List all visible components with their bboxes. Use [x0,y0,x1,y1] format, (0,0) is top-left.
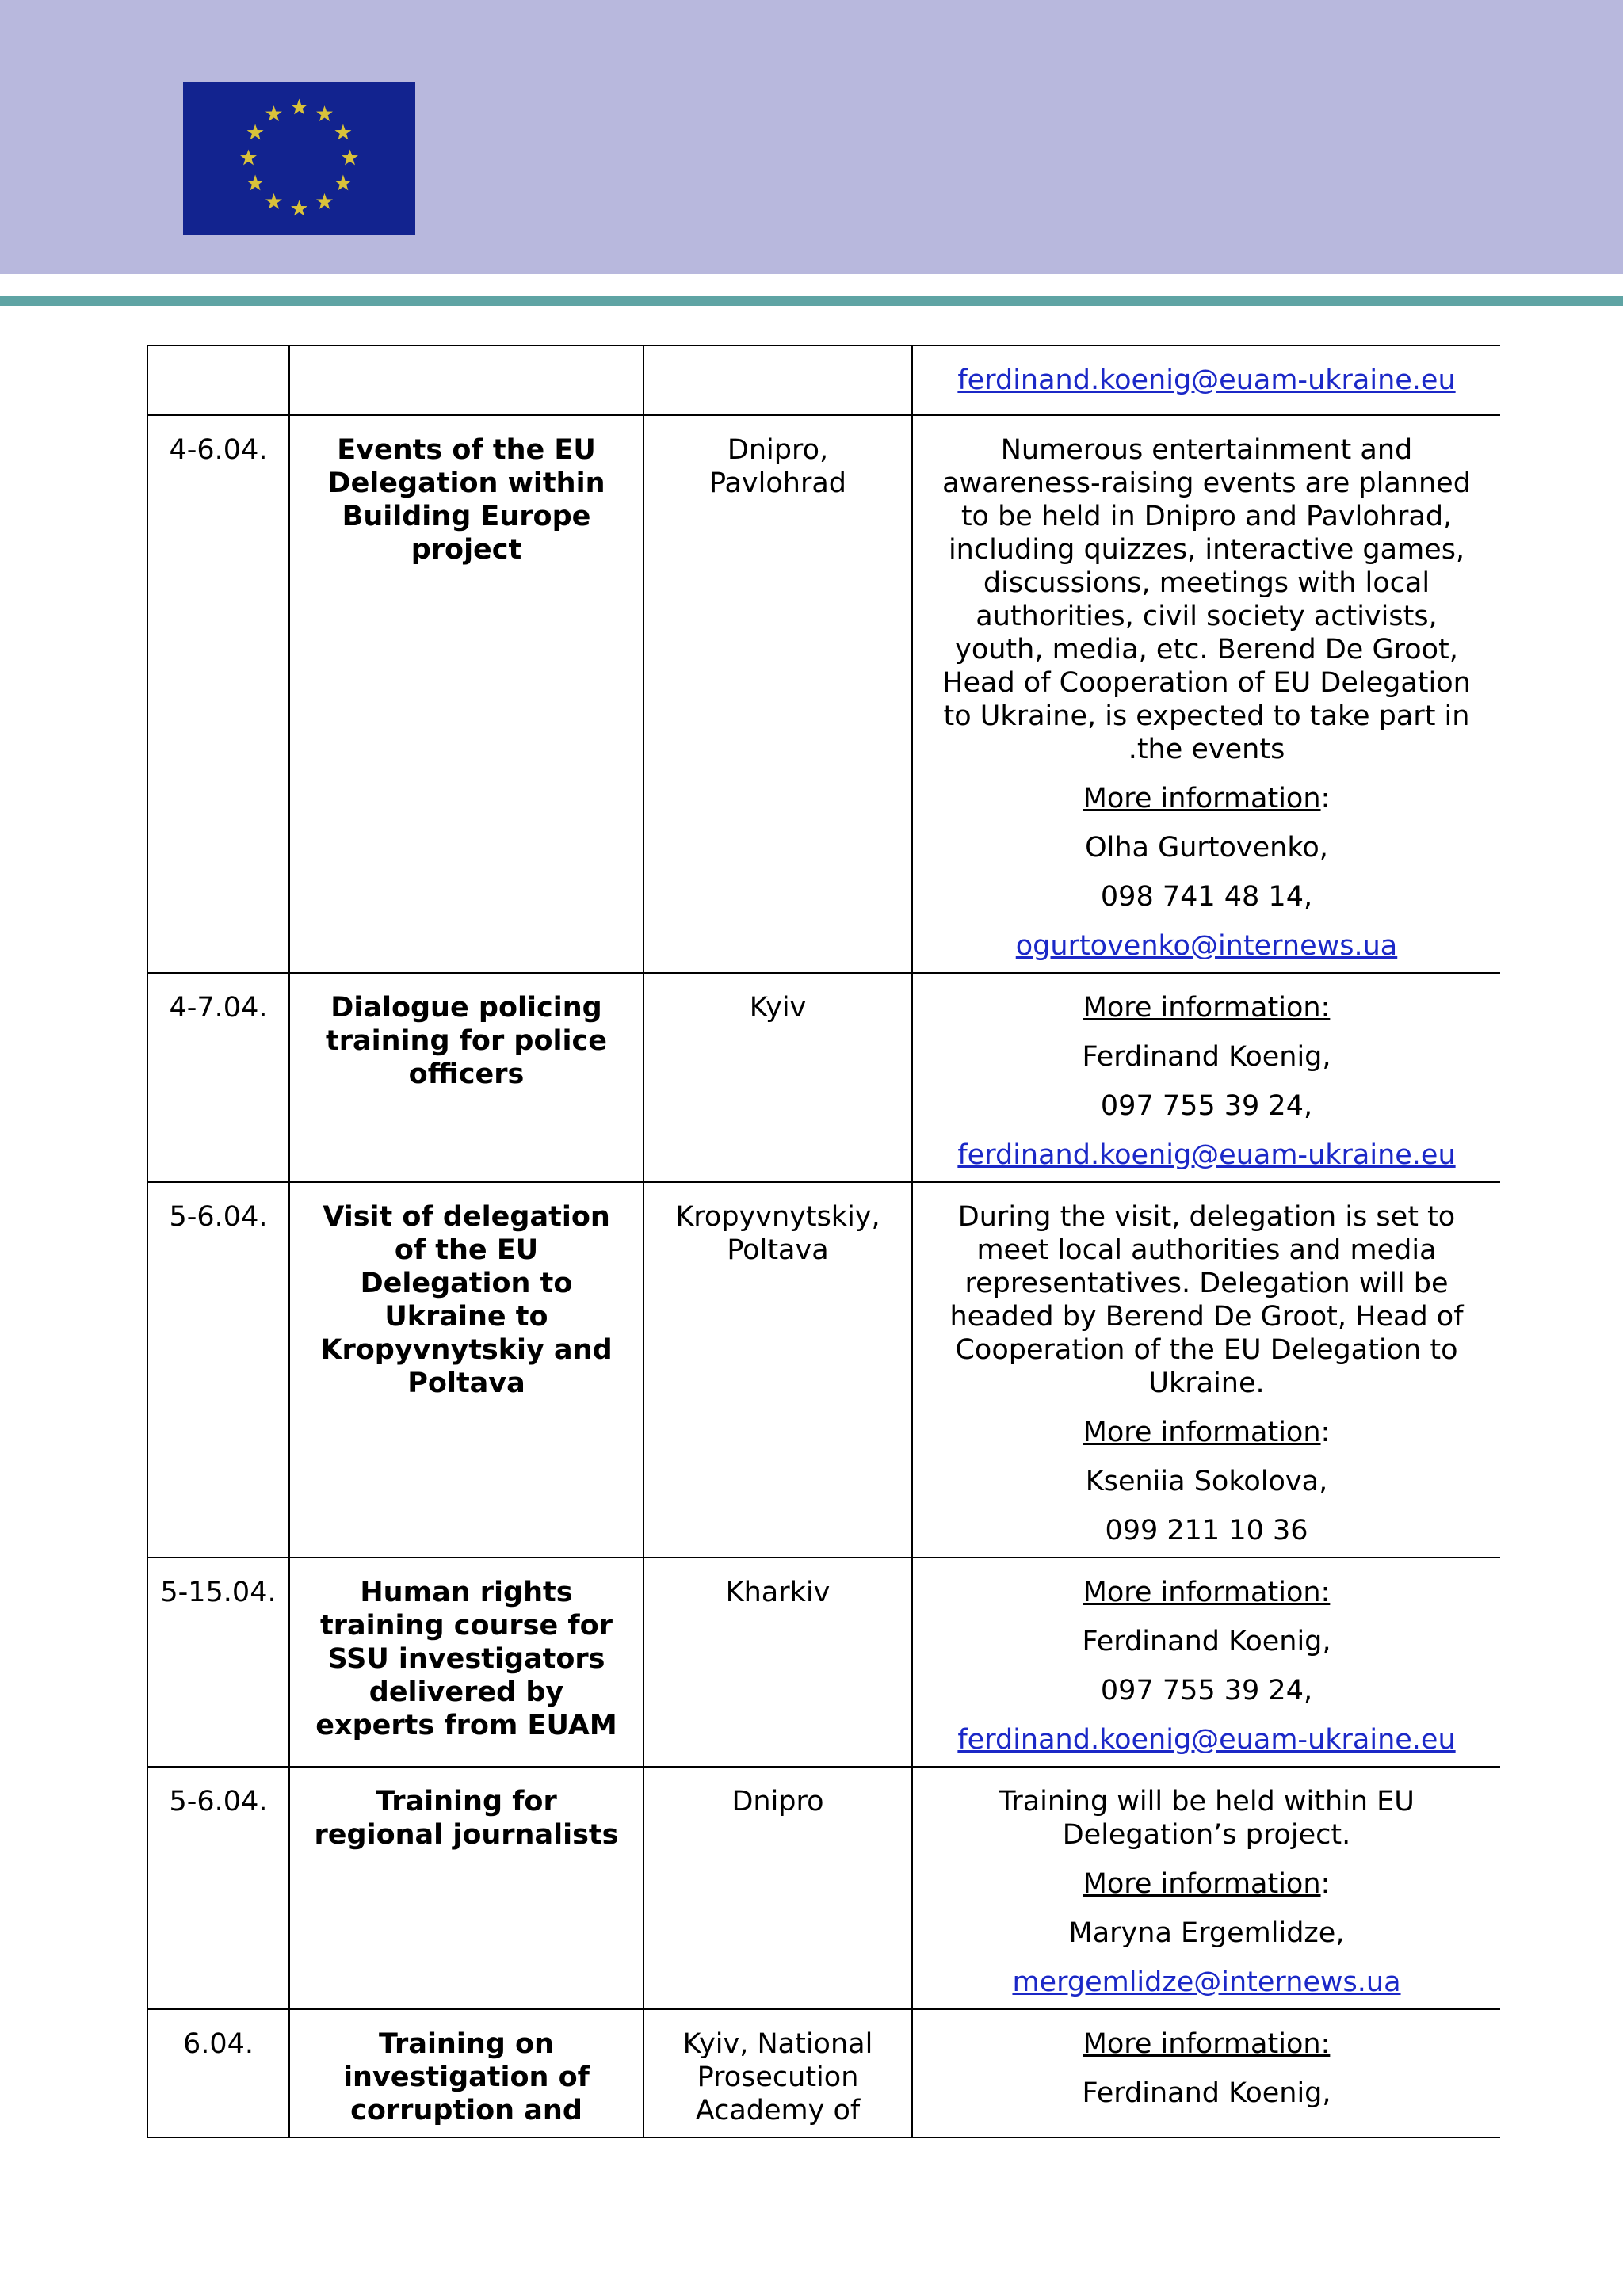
table-row [147,415,1500,973]
event-details [912,1182,1500,1558]
event-date: 4-6.04. [147,415,289,973]
eu-star-icon [334,124,351,140]
contact-email-link[interactable]: ferdinand.koenig@euam-ukraine.eu [957,364,1456,396]
event-place: Kharkiv [643,1558,912,1767]
contact-email-line [934,1966,1480,1999]
eu-star-icon [291,200,307,216]
eu-star-icon [265,193,282,209]
contact-email-link[interactable]: ferdinand.koenig@euam-ukraine.eu [957,1139,1456,1171]
events-table-body [147,345,1500,2138]
contact-name: Ferdinand Koenig, [1082,1626,1331,1657]
contact-email-link[interactable]: ferdinand.koenig@euam-ukraine.eu [957,1724,1456,1756]
event-details [912,1558,1500,1767]
more-information-suffix: : [1320,783,1331,814]
event-title: Training on investigation of corruption and [289,2009,643,2138]
contact-email-line [934,929,1480,963]
event-details [912,345,1500,415]
event-date: 4-7.04. [147,973,289,1182]
more-information-label [934,1416,1480,1449]
more-information-text: More information: [1083,2028,1331,2060]
event-date [147,345,289,415]
contact-name: Kseniia Sokolova, [1085,1466,1328,1497]
event-place: Kyiv [643,973,912,1182]
contact-email-line [934,1138,1480,1172]
event-title: Human rights training course for SSU investigators delivered by experts from EUAM [289,1558,643,1767]
table-row [147,1767,1500,2009]
contact-email-line [934,1723,1480,1756]
more-information-label [934,2027,1480,2061]
event-title: Visit of delegation of the EU Delegation to Ukraine to Kropyvnytskiy and Poltava [289,1182,643,1558]
event-date: 5-6.04. [147,1767,289,2009]
eu-star-icon [247,124,264,140]
eu-star-icon [291,99,307,115]
eu-star-icon [316,105,333,121]
eu-star-icon [247,175,264,191]
event-date: 6.04. [147,2009,289,2138]
table-row [147,973,1500,1182]
more-information-text: More information: [1083,992,1331,1024]
contact-email-line [934,364,1480,397]
contact-email-link[interactable]: mergemlidze@internews.ua [1012,1966,1401,1998]
more-information-label [934,1576,1480,1609]
more-information-label [934,991,1480,1024]
event-details [912,1767,1500,2009]
header-divider [0,296,1623,306]
table-row [147,345,1500,415]
event-date: 5-6.04. [147,1182,289,1558]
contact-phone: 097 755 39 24, [1100,1675,1313,1707]
events-table [147,345,1500,2138]
event-place [643,345,912,415]
contact-email-link[interactable]: ogurtovenko@internews.ua [1015,930,1398,962]
event-description: During the visit, delegation is set to meet local authorities and media representatives. Delegation will be headed by Berend De Groot, Head of Cooperation of the EU Delegation to Ukraine. [949,1201,1464,1399]
event-place: Kropyvnytskiy, Poltava [643,1182,912,1558]
more-information-label [934,782,1480,815]
event-place: Dnipro, Pavlohrad [643,415,912,973]
event-details [912,415,1500,973]
more-information-text: More information [1083,1868,1321,1900]
eu-star-icon [342,150,358,166]
event-details [912,2009,1500,2138]
event-date: 5-15.04. [147,1558,289,1767]
more-information-text: More information: [1083,1577,1331,1608]
contact-name: Ferdinand Koenig, [1082,1041,1331,1073]
contact-name: Olha Gurtovenko, [1085,832,1328,864]
eu-flag-stars [183,82,415,235]
more-information-label [934,1867,1480,1901]
table-row [147,2009,1500,2138]
event-details [912,973,1500,1182]
contact-phone: 098 741 48 14, [1100,881,1313,913]
more-information-text: More information [1083,1417,1321,1448]
more-information-text: More information [1083,783,1321,814]
contact-phone: 097 755 39 24, [1100,1090,1313,1122]
table-row [147,1558,1500,1767]
event-description: Training will be held within EU Delegation’s project. [999,1786,1415,1851]
event-title [289,345,643,415]
events-table-wrapper [147,345,1500,2167]
event-place: Dnipro [643,1767,912,2009]
eu-star-icon [265,105,282,121]
event-place: Kyiv, National Prosecution Academy of [643,2009,912,2138]
eu-star-icon [334,175,351,191]
table-row [147,1182,1500,1558]
more-information-suffix: : [1320,1868,1331,1900]
eu-star-icon [240,150,257,166]
eu-star-icon [316,193,333,209]
eu-flag-icon [183,82,415,235]
contact-phone: 099 211 10 36 [1105,1515,1308,1547]
more-information-suffix: : [1320,1417,1331,1448]
event-title: Events of the EU Delegation within Building Europe project [289,415,643,973]
event-title: Training for regional journalists [289,1767,643,2009]
contact-name: Maryna Ergemlidze, [1068,1917,1345,1949]
event-description: Numerous entertainment and awareness-raising events are planned to be held in Dnipro and Pavlohrad, including quizzes, interactive games, discussions, meetings with local authorities, civil society activists, youth, media, etc. Berend De Groot, Head of Cooperation of EU Delegation to Ukraine, is expected to take part in .the events [942,434,1471,765]
event-title: Dialogue policing training for police officers [289,973,643,1182]
contact-name: Ferdinand Koenig, [1082,2077,1331,2109]
